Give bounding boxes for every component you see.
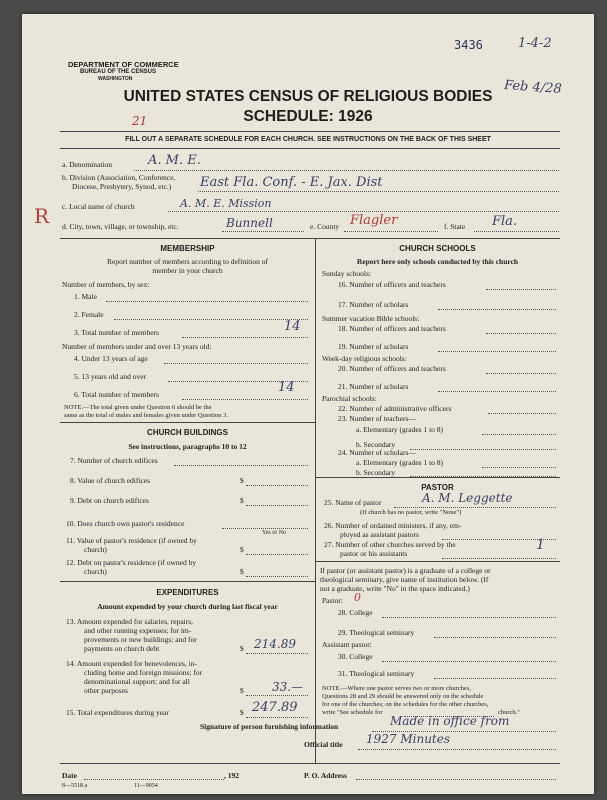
q9-label: 9. Debt on church edifices xyxy=(70,496,149,505)
q3-total-label: 3. Total number of members xyxy=(74,328,159,337)
q13-label-4: payments on church debt xyxy=(84,644,160,653)
q24-elementary-label: a. Elementary (grades 1 to 8) xyxy=(356,458,444,467)
q27-value[interactable]: 1 xyxy=(536,537,545,553)
q24-label: 24. Number of scholars— xyxy=(338,448,416,457)
graduate-info-3: not a graduate, write "No" in the space indicated.) xyxy=(320,584,470,593)
form-subtitle: SCHEDULE: 1926 xyxy=(243,108,373,125)
q29-label: 29. Theological seminary xyxy=(338,628,415,637)
census-schedule-sheet xyxy=(22,14,594,794)
membership-note: NOTE.—The total given under Question 6 should be the xyxy=(64,404,212,411)
denomination-label: a. Denomination xyxy=(62,160,112,169)
date-line xyxy=(84,779,224,780)
division-value[interactable]: East Fla. Conf. - E. Jax. Dist xyxy=(200,175,383,190)
q7-label: 7. Number of church edifices xyxy=(70,456,158,465)
stamp-number: 3436 xyxy=(454,38,483,52)
local-name-line xyxy=(168,211,559,212)
q7-line xyxy=(174,465,308,466)
q15-dollar: $ xyxy=(240,708,244,717)
pastor-graduate-value[interactable]: 0 xyxy=(354,591,361,604)
schools-subtitle: Report here only schools conducted by this church xyxy=(356,257,519,266)
q12-label-2: church) xyxy=(84,567,107,576)
q3-line xyxy=(182,337,308,338)
members-by-sex-label: Number of members, by sex: xyxy=(62,280,150,289)
bureau-city: WASHINGTON xyxy=(98,76,133,82)
header-rule xyxy=(60,131,560,132)
q14-label-3: denominational support; and for all xyxy=(84,677,190,686)
county-value[interactable]: Flagler xyxy=(350,213,398,228)
official-title-line xyxy=(358,749,556,750)
column-divider xyxy=(315,238,316,763)
signature-label: Signature of person furnishing information xyxy=(200,722,339,731)
q14-line xyxy=(246,695,308,696)
q25-pastor-name[interactable]: A. M. Leggette xyxy=(422,491,513,505)
r-mark: R xyxy=(34,204,50,228)
bureau-name: BUREAU OF THE CENSUS xyxy=(80,69,157,75)
sunday-schools-label: Sunday schools: xyxy=(322,269,371,278)
q14-value[interactable]: 33.— xyxy=(272,680,304,694)
q13-value[interactable]: 214.89 xyxy=(254,637,296,651)
graduate-info-2: theological seminary, give name of institution below. (If xyxy=(320,575,489,584)
q21-line xyxy=(438,391,556,392)
q26-label-2: ployed as assistant pastors xyxy=(340,530,419,539)
q23b-line xyxy=(410,449,556,450)
date-mark: 1-4-2 xyxy=(518,36,552,51)
form-title: UNITED STATES CENSUS OF RELIGIOUS BODIES xyxy=(123,88,493,105)
q8-label: 8. Value of church edifices xyxy=(70,476,151,485)
date-label: Date xyxy=(62,771,77,780)
buildings-title: CHURCH BUILDINGS xyxy=(147,428,228,437)
header-rule-2 xyxy=(60,148,560,149)
q10-label: 10. Does church own pastor's residence xyxy=(66,519,185,528)
q18-line xyxy=(486,333,556,334)
state-label: f. State xyxy=(444,222,466,231)
q2-female-label: 2. Female xyxy=(74,310,104,319)
q23-label: 23. Number of teachers— xyxy=(338,414,416,423)
q25-none-hint: (If church has no pastor, write "None") xyxy=(360,509,462,516)
weekday-schools-label: Week-day religious schools: xyxy=(322,354,407,363)
sections-top-rule xyxy=(60,238,560,239)
q6-total-label: 6. Total number of members xyxy=(74,390,159,399)
pastor-note-4: write "See schedule for xyxy=(322,709,383,716)
expenditures-subtitle: Amount expended by your church during last fiscal year xyxy=(97,602,278,611)
state-line xyxy=(474,231,559,232)
q17-line xyxy=(438,309,556,310)
q27-line xyxy=(442,558,556,559)
q4-line xyxy=(164,363,308,364)
schools-bottom-rule xyxy=(315,477,560,478)
q22-line xyxy=(488,413,556,414)
division-line xyxy=(198,191,559,192)
received-date: Feb 4/28 xyxy=(503,78,563,97)
q18-label: 18. Number of officers and teachers xyxy=(338,324,446,333)
pastor-title: PASTOR xyxy=(421,483,454,492)
q11-label: 11. Value of pastor's residence (if owned by xyxy=(66,536,197,545)
q20-line xyxy=(486,373,556,374)
q30-line xyxy=(382,661,556,662)
q13-label-2: and other running expenses; for im- xyxy=(84,626,192,635)
pastor-divider-rule xyxy=(315,561,560,562)
local-name-value[interactable]: A. M. E. Mission xyxy=(180,197,272,210)
division-label: b. Division (Association, Conference, xyxy=(62,173,176,182)
year-label: , 192 xyxy=(224,771,239,780)
q19-line xyxy=(438,351,556,352)
q17-label: 17. Number of scholars xyxy=(338,300,409,309)
q14-label: 14. Amount expended for benevolences, in- xyxy=(66,659,198,668)
local-name-label: c. Local name of church xyxy=(62,202,135,211)
yes-no-hint: Yes or No xyxy=(262,530,287,536)
membership-intro-2: member in your church xyxy=(152,266,223,275)
members-by-age-label: Number of members under and over 13 years old: xyxy=(62,342,212,351)
division-label-2: Diocese, Presbytery, Synod, etc.) xyxy=(72,182,172,191)
county-label: e. County xyxy=(310,222,340,231)
po-address-label: P. O. Address xyxy=(304,771,347,780)
department-name: DEPARTMENT OF COMMERCE xyxy=(68,60,179,69)
denomination-line xyxy=(134,170,559,171)
sections-bottom-rule xyxy=(60,763,560,764)
summer-schools-label: Summer vacation Bible schools: xyxy=(322,314,420,323)
pastor-note-3: for one of the churches; on the schedules for the other churches, xyxy=(322,701,489,708)
q27-label-2: pastor or his assistants xyxy=(340,549,408,558)
q20-label: 20. Number of officers and teachers xyxy=(338,364,446,373)
q8-dollar: $ xyxy=(240,476,244,485)
q14-label-2: cluding home and foreign missions; for xyxy=(84,668,203,677)
q11-line xyxy=(246,554,308,555)
q1-line xyxy=(106,301,308,302)
po-address-line xyxy=(356,779,556,780)
expenditures-title: EXPENDITURES xyxy=(156,588,219,597)
pastor-label: Pastor: xyxy=(322,596,343,605)
q10-line xyxy=(222,528,308,529)
q25-line xyxy=(394,507,556,508)
q14-dollar: $ xyxy=(240,686,244,695)
membership-note-2: same as the total of males and females given under Question 3. xyxy=(64,412,228,419)
pastor-note-2: Questions 28 and 29 should be answered only on the schedule xyxy=(322,693,484,700)
q14-label-4: other purposes xyxy=(84,686,128,695)
q15-label: 15. Total expenditures during year xyxy=(66,708,169,717)
official-title-value[interactable]: 1927 Minutes xyxy=(366,732,451,746)
q5-over-13-label: 5. 13 years old and over xyxy=(74,372,147,381)
q23-secondary-label: b. Secondary xyxy=(356,440,396,449)
q12-label: 12. Debt on pastor's residence (if owned by xyxy=(66,558,197,567)
q30-label: 30. College xyxy=(338,652,373,661)
form-number: 8—5518 a xyxy=(62,783,88,789)
q13-dollar: $ xyxy=(240,644,244,653)
q4-under-13-label: 4. Under 13 years of age xyxy=(74,354,148,363)
q3-total-value[interactable]: 14 xyxy=(284,319,301,334)
q22-label: 22. Number of administrative officers xyxy=(338,404,452,413)
print-number: 11—9054 xyxy=(134,783,158,789)
q24-secondary-label: b. Secondary xyxy=(356,468,396,477)
q9-line xyxy=(246,505,308,506)
sheet-number: 21 xyxy=(132,114,148,128)
city-value[interactable]: Bunnell xyxy=(226,216,273,230)
graduate-info: If pastor (or assistant pastor) is a graduate of a college or xyxy=(320,566,491,575)
state-value[interactable]: Fla. xyxy=(492,214,518,229)
pastor-note-4b: church." xyxy=(498,709,520,716)
membership-bottom-rule xyxy=(60,422,315,423)
q11-label-2: church) xyxy=(84,545,107,554)
q24a-line xyxy=(482,467,556,468)
q15-value[interactable]: 247.89 xyxy=(252,700,298,715)
membership-intro: Report number of members according to definition of xyxy=(107,257,268,266)
denomination-value[interactable]: A. M. E. xyxy=(148,153,201,168)
schools-title: CHURCH SCHOOLS xyxy=(399,244,476,253)
q13-label: 13. Amount expended for salaries, repairs, xyxy=(66,617,194,626)
separate-schedule-instruction: FILL OUT A SEPARATE SCHEDULE FOR EACH CHURCH. SEE INSTRUCTIONS ON THE BACK OF THIS SHEET xyxy=(125,136,491,143)
q28-line xyxy=(382,617,556,618)
parochial-schools-label: Parochial schools: xyxy=(322,394,377,403)
county-line xyxy=(344,231,438,232)
assistant-pastor-label: Assistant pastor: xyxy=(322,640,372,649)
q15-line xyxy=(246,717,308,718)
pastor-note: NOTE.—Where one pastor serves two or more churches, xyxy=(322,685,471,692)
q26-label: 26. Number of ordained ministers, if any, em- xyxy=(324,521,462,530)
q2-line xyxy=(114,319,308,320)
q16-line xyxy=(486,289,556,290)
q25-label: 25. Name of pastor xyxy=(324,498,382,507)
q29-line xyxy=(434,637,556,638)
q12-line xyxy=(246,576,308,577)
q11-dollar: $ xyxy=(240,545,244,554)
city-label: d. City, town, village, or township, etc. xyxy=(62,222,179,231)
q1-male-label: 1. Male xyxy=(74,292,97,301)
q13-label-3: provements or new buildings; and for xyxy=(84,635,197,644)
q6-total-value[interactable]: 14 xyxy=(278,380,295,395)
q12-dollar: $ xyxy=(240,567,244,576)
q31-label: 31. Theological seminary xyxy=(338,669,415,678)
q28-label: 28. College xyxy=(338,608,373,617)
buildings-subtitle: See instructions, paragraphs 10 to 12 xyxy=(128,442,247,451)
q13-line xyxy=(246,653,308,654)
q8-line xyxy=(246,485,308,486)
q23a-line xyxy=(482,434,556,435)
q21-label: 21. Number of scholars xyxy=(338,382,409,391)
city-line xyxy=(222,231,304,232)
q19-label: 19. Number of scholars xyxy=(338,342,409,351)
q24b-line xyxy=(410,476,556,477)
membership-title: MEMBERSHIP xyxy=(160,244,215,253)
official-title-label: Official title xyxy=(304,740,343,749)
q31-line xyxy=(434,678,556,679)
q9-dollar: $ xyxy=(240,496,244,505)
q16-label: 16. Number of officers and teachers xyxy=(338,280,446,289)
q6-line xyxy=(182,399,308,400)
buildings-bottom-rule xyxy=(60,581,315,582)
q23-elementary-label: a. Elementary (grades 1 to 8) xyxy=(356,425,444,434)
q27-label: 27. Number of other churches served by the xyxy=(324,540,456,549)
signature-value[interactable]: Made in office from xyxy=(390,714,510,728)
